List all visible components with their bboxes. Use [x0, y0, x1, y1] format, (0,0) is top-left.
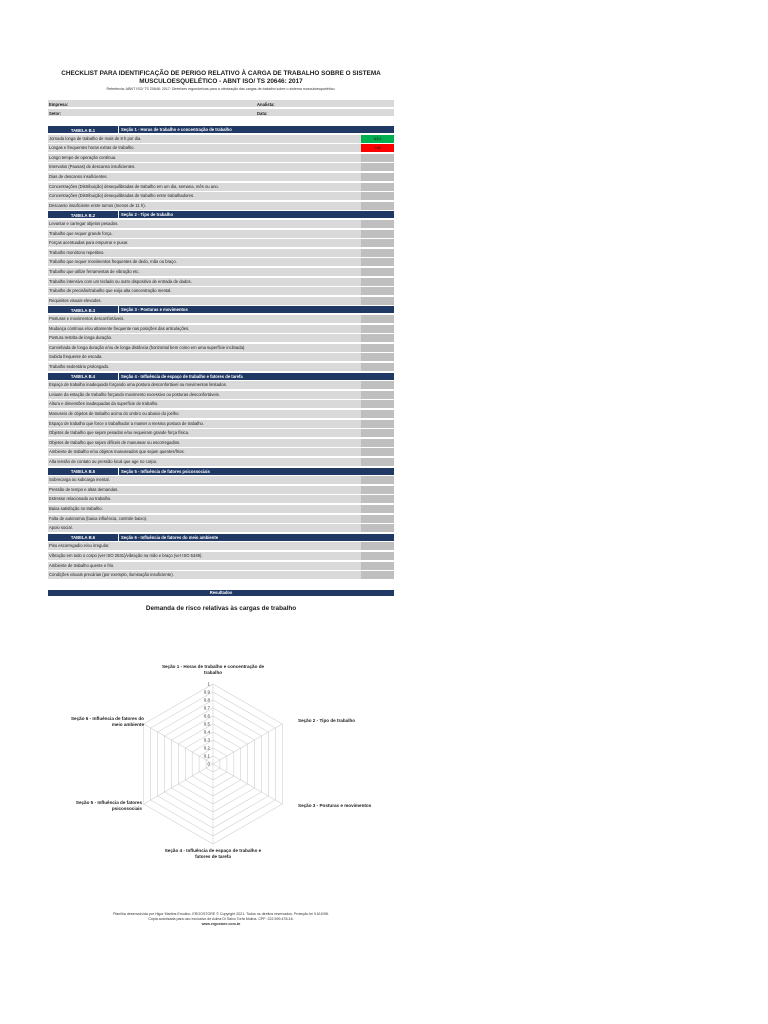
results-header: Resultados — [48, 590, 394, 596]
checklist-row — [48, 144, 394, 152]
section-header-3 — [48, 306, 394, 313]
answer-cell[interactable] — [361, 297, 394, 305]
checklist-row — [48, 183, 394, 191]
item-text: Concentrações (Distribuição) desequilibradas de trabalho em um dia, semana, mês ou ano. — [48, 183, 361, 191]
tick-label: 0,9 — [203, 689, 210, 695]
checklist-row — [48, 278, 394, 286]
checklist-row — [48, 287, 394, 295]
axis-label-6: Seção 6 - Influência de fatores do meio ambiente — [70, 716, 144, 727]
axis-label-4: Seção 4 - Influência de espaço de trabalho e fatores de tarefa — [164, 848, 262, 859]
item-text: Longas e frequentes horas extras de trabalho. — [48, 144, 361, 152]
answer-cell[interactable]: NÃO — [361, 135, 394, 143]
table-label: TABELA B.3 — [70, 307, 96, 313]
answer-cell[interactable] — [361, 239, 394, 247]
answer-cell[interactable] — [361, 278, 394, 286]
axis-label-2: Seção 2 - Tipo de trabalho — [298, 718, 356, 723]
tick-label: 0,8 — [203, 697, 210, 703]
checklist-row — [48, 353, 394, 361]
tick-label: 0 — [207, 761, 210, 767]
section-title: Seção 6 - Influência de fatores do meio ambiente — [118, 534, 218, 541]
checklist-row — [48, 571, 394, 579]
checklist-row — [48, 429, 394, 437]
item-text: Trabalho que requer grande força. — [48, 230, 361, 238]
checklist-row — [48, 258, 394, 266]
item-text: Trabalho que requer movimentos frequentes de dedo, mão ou braço. — [48, 258, 361, 266]
answer-cell[interactable] — [361, 391, 394, 399]
checklist-row — [48, 239, 394, 247]
item-text: Pressão de tempo e altas demandas. — [48, 486, 361, 494]
answer-cell[interactable] — [361, 344, 394, 352]
table-label: TABELA B.1 — [70, 127, 96, 133]
checklist-row — [48, 552, 394, 560]
section-title: Seção 5 - Influência de fatores psicossociais — [118, 468, 210, 475]
item-text: Trabalho monótono repetitivo. — [48, 249, 361, 257]
answer-cell[interactable] — [361, 230, 394, 238]
checklist-row — [48, 192, 394, 200]
answer-cell[interactable] — [361, 571, 394, 579]
answer-cell[interactable] — [361, 542, 394, 550]
checklist-row — [48, 154, 394, 162]
item-text: Objetos de trabalho que sejam pesados e/ou requeiram grande força física. — [48, 429, 361, 437]
answer-cell[interactable]: SIM — [361, 144, 394, 152]
section-header-1 — [48, 126, 394, 133]
checklist-row — [48, 334, 394, 342]
table-label: TABELA B.5 — [70, 469, 96, 475]
answer-cell[interactable] — [361, 420, 394, 428]
checklist-row — [48, 202, 394, 210]
tick-label: 0,7 — [203, 705, 210, 711]
answer-cell[interactable] — [361, 505, 394, 513]
answer-cell[interactable] — [361, 202, 394, 210]
answer-cell[interactable] — [361, 439, 394, 447]
answer-cell[interactable] — [361, 381, 394, 389]
radar-chart — [40, 640, 420, 880]
axis-label-3: Seção 3 - Posturas e movimentos — [298, 803, 372, 808]
table-label: TABELA B.4 — [70, 374, 96, 380]
item-text: Postura restrita de longa duração. — [48, 334, 361, 342]
checklist-row — [48, 448, 394, 456]
checklist-row — [48, 400, 394, 408]
section-title: Seção 4 - Influência de espaço de trabalho e fatores de tarefa — [118, 373, 243, 380]
item-text: Mudança contínua e/ou altamente frequente nas posições das articulações. — [48, 325, 361, 333]
item-text: Subida frequente de escada. — [48, 353, 361, 361]
empresa-label: Empresa: — [49, 101, 69, 107]
tick-label: 0,5 — [203, 721, 210, 727]
item-text: Objetos de trabalho que sejam difíceis de manusear ou escorregadios. — [48, 439, 361, 447]
item-text: Caminhada de longa duração e/ou de longa distância (horizontal bem como em uma superfície inclinada). — [48, 344, 361, 352]
info-row-setor — [48, 109, 394, 116]
section-header-5 — [48, 468, 394, 475]
item-text: Posturas e movimentos desconfortáveis. — [48, 315, 361, 323]
answer-cell[interactable] — [361, 429, 394, 437]
section-header-4 — [48, 373, 394, 380]
checklist-row — [48, 268, 394, 276]
answer-cell[interactable] — [361, 524, 394, 532]
answer-cell[interactable] — [361, 154, 394, 162]
checklist-row — [48, 486, 394, 494]
checklist-row — [48, 363, 394, 371]
axis-label-1: Seção 1 - Horas de trabalho e concentração de trabalho — [161, 664, 265, 675]
data-label: Data: — [257, 110, 268, 116]
item-text: Dias de descanso insuficientes. — [48, 173, 361, 181]
item-text: Espaço de trabalho que force o trabalhador a manter a mesma postura de trabalho. — [48, 420, 361, 428]
item-text: Falta de autonomia (baixa influência, controle baixo). — [48, 515, 361, 523]
item-text: Trabalho de precisão/trabalho que exija alta concentração mental. — [48, 287, 361, 295]
answer-cell[interactable] — [361, 515, 394, 523]
checklist-row — [48, 315, 394, 323]
checklist-row — [48, 476, 394, 484]
checklist-row — [48, 439, 394, 447]
answer-cell[interactable] — [361, 495, 394, 503]
answer-cell[interactable] — [361, 325, 394, 333]
item-text: Requisitos visuais elevados. — [48, 297, 361, 305]
item-text: Trabalho intensivo com um teclado ou outro dispositivo de entrada de dados. — [48, 278, 361, 286]
analista-label: Analista: — [257, 101, 275, 107]
tick-label: 0,4 — [203, 729, 210, 735]
answer-cell[interactable] — [361, 192, 394, 200]
tick-label: 1 — [207, 681, 210, 687]
checklist-row — [48, 344, 394, 352]
answer-cell[interactable] — [361, 458, 394, 466]
item-text: Alta tensão de contato ou pressão local que age no corpo. — [48, 458, 361, 466]
item-text: Intervalos (Pausas) de descanso insuficientes. — [48, 163, 361, 171]
reference-text: Referência: ABNT ISO/ TS 20646: 2017: Diretrizes ergonômicas para a otimização das cargas de trabalho sobre o sistema musculoesquelético. — [106, 87, 336, 91]
answer-cell[interactable] — [361, 163, 394, 171]
checklist-row — [48, 297, 394, 305]
page-title: CHECKLIST PARA IDENTIFICAÇÃO DE PERIGO RELATIVO À CARGA DE TRABALHO SOBRE O SISTEMA MUSCULOESQUELÉTICO - ABNT ISO/ TS 20646: 2017 — [61, 70, 381, 85]
item-text: Altura e dimensões inadequadas da superfície de trabalho. — [48, 400, 361, 408]
item-text: Longo tempo de operação contínua. — [48, 154, 361, 162]
item-text: Baixa satisfação no trabalho. — [48, 505, 361, 513]
answer-cell[interactable] — [361, 486, 394, 494]
answer-cell[interactable] — [361, 249, 394, 257]
checklist-row — [48, 420, 394, 428]
item-text: Descanso insuficiente entre turnos (menos de 11 h). — [48, 202, 361, 210]
checklist-row — [48, 410, 394, 418]
answer-cell[interactable] — [361, 183, 394, 191]
answer-cell[interactable] — [361, 287, 394, 295]
item-text: Trabalho sedentário prolongado. — [48, 363, 361, 371]
answer-cell[interactable] — [361, 562, 394, 570]
section-header-2 — [48, 211, 394, 218]
checklist-row — [48, 135, 394, 143]
checklist-row — [48, 495, 394, 503]
answer-cell[interactable] — [361, 400, 394, 408]
checklist-row — [48, 515, 394, 523]
answer-cell[interactable] — [361, 173, 394, 181]
answer-cell[interactable] — [361, 448, 394, 456]
item-text: Ambiente de trabalho e/ou objetos manuseados que sejam quentes/frios. — [48, 448, 361, 456]
tick-label: 0,1 — [203, 753, 210, 759]
item-text: Trabalho que utilize ferramentas de vibração etc. — [48, 268, 361, 276]
checklist-row — [48, 249, 394, 257]
answer-cell[interactable] — [361, 258, 394, 266]
section-title: Seção 3 - Posturas e movimentos — [118, 306, 188, 313]
checklist-row — [48, 220, 394, 228]
answer-cell[interactable] — [361, 268, 394, 276]
checklist-row — [48, 524, 394, 532]
footer-line-1: Planilha desenvolvida por Higor Martins Emulino. ERGOSTORE © Copyright 2021. Todos os direitos reservados. Proteção lei 9.610/98. — [113, 912, 329, 916]
table-label: TABELA B.2 — [70, 212, 96, 218]
section-header-6 — [48, 534, 394, 541]
item-text: Ambiente de trabalho quente e frio. — [48, 562, 361, 570]
axis-label-5: Seção 5 - Influência de fatores psicossociais — [75, 800, 142, 811]
checklist-row — [48, 505, 394, 513]
item-text: Vibração em todo o corpo (ver ISO 2631)/vibração na mão e braço (ver ISO 5349). — [48, 552, 361, 560]
section-title: Seção 2 - Tipo de trabalho — [118, 211, 173, 218]
checklist-row — [48, 163, 394, 171]
tick-label: 0,6 — [203, 713, 210, 719]
item-text: Leiaute da estação de trabalho forçando movimento excessivo ou posturas desconfortáveis. — [48, 391, 361, 399]
item-text: Condições visuais precárias (por exemplo, iluminação insuficiente). — [48, 571, 361, 579]
checklist-row — [48, 173, 394, 181]
setor-label: Setor: — [49, 110, 62, 116]
chart-title: Demanda de risco relativas às cargas de trabalho — [145, 605, 297, 612]
section-title: Seção 1 - Horas de trabalho e concentração de trabalho — [118, 126, 232, 133]
item-text: Sobrecarga ou subcarga mental. — [48, 476, 361, 484]
item-text: Espaço de trabalho inadequado forçando uma postura desconfortável ou movimentos limitados. — [48, 381, 361, 389]
answer-cell[interactable] — [361, 220, 394, 228]
tick-label: 0,2 — [203, 745, 210, 751]
tick-label: 0,3 — [203, 737, 210, 743]
item-text: Apoio social. — [48, 524, 361, 532]
answer-cell[interactable] — [361, 410, 394, 418]
checklist-row — [48, 381, 394, 389]
table-label: TABELA B.6 — [70, 535, 96, 541]
item-text: Forças acentuadas para empurrar e puxar. — [48, 239, 361, 247]
item-text: Manuseio de objetos de trabalho acima do ombro ou abaixo do joelho. — [48, 410, 361, 418]
checklist-row — [48, 230, 394, 238]
answer-cell[interactable] — [361, 315, 394, 323]
info-row-empresa — [48, 100, 394, 107]
item-text: Estresse relacionado ao trabalho. — [48, 495, 361, 503]
item-text: Jornada longa de trabalho de mais de 8 h por dia. — [48, 135, 361, 143]
answer-cell[interactable] — [361, 353, 394, 361]
item-text: Levantar e carregar objetos pesados. — [48, 220, 361, 228]
answer-cell[interactable] — [361, 552, 394, 560]
answer-cell[interactable] — [361, 334, 394, 342]
footer-line-2: Cópia autorizada para uso exclusivo de Adma Di Salvo Torfa Molina. CPF: 222.599.478-16. — [148, 917, 294, 921]
checklist-row — [48, 325, 394, 333]
checklist-row — [48, 562, 394, 570]
item-text: Concentrações (Distribuição) desequilibradas de trabalho entre trabalhadores. — [48, 192, 361, 200]
answer-cell[interactable] — [361, 363, 394, 371]
item-text: Piso escorregadio e/ou irregular. — [48, 542, 361, 550]
footer — [48, 912, 394, 927]
checklist-row — [48, 458, 394, 466]
answer-cell[interactable] — [361, 476, 394, 484]
footer-website[interactable]: www.ergostore.com.br — [201, 922, 241, 926]
checklist-row — [48, 391, 394, 399]
checklist-row — [48, 542, 394, 550]
